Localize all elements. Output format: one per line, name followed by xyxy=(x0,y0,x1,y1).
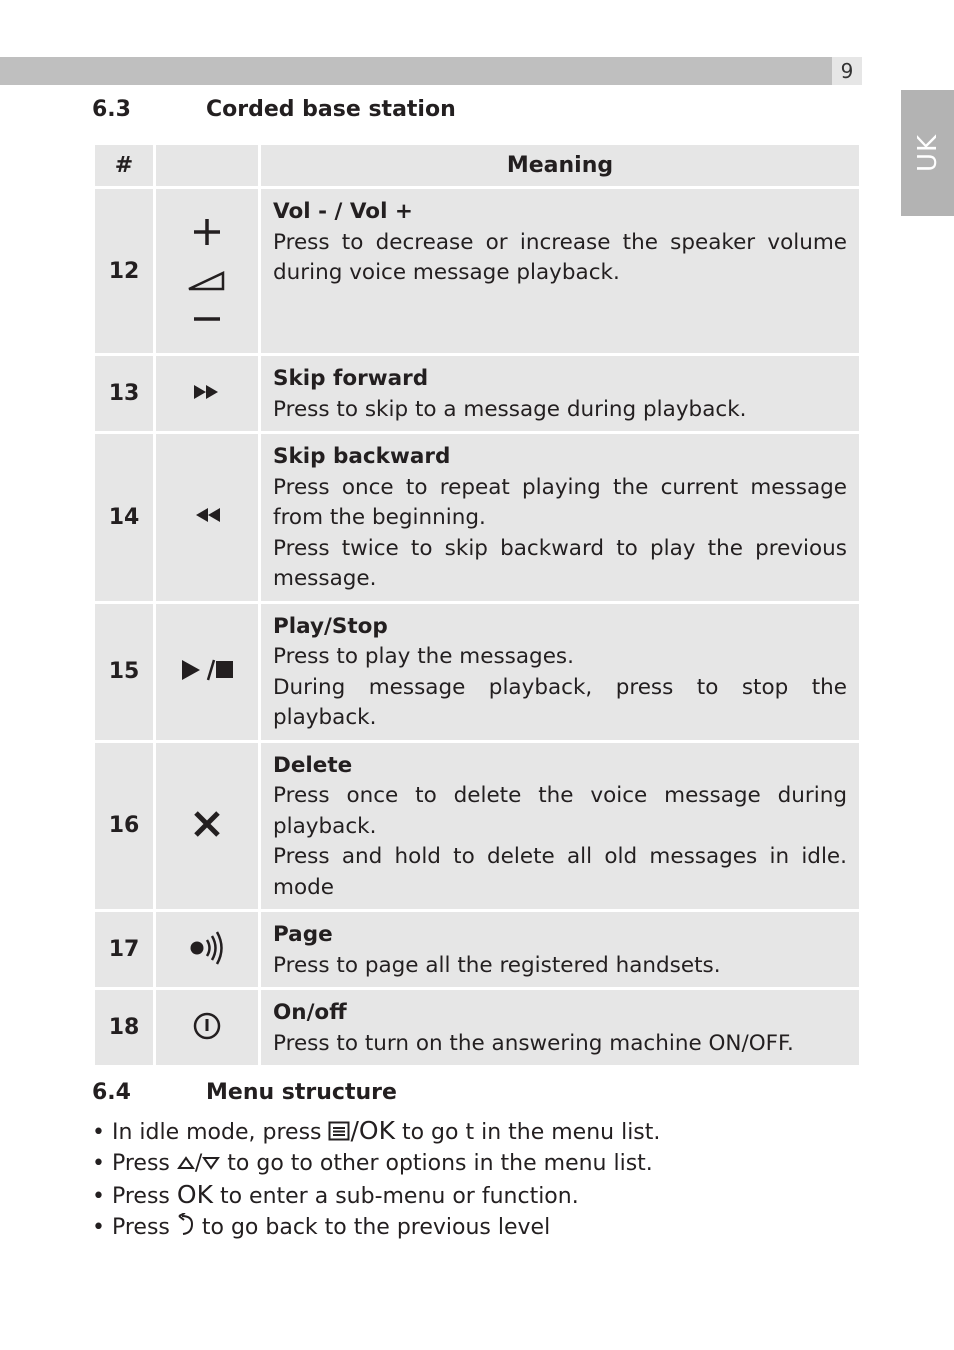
bullet-text: Press xyxy=(111,1151,177,1176)
volume-ramp-icon xyxy=(187,269,227,291)
row-text: Press once to repeat playing the current message from the beginning. xyxy=(273,474,847,530)
section-heading-6-4 xyxy=(92,1080,397,1105)
table-row xyxy=(95,990,859,1065)
power-icon xyxy=(156,990,258,1065)
bullet-text: Press xyxy=(111,1184,177,1209)
ok-key-label: /OK xyxy=(350,1116,395,1145)
play-stop-icon xyxy=(156,604,258,740)
minus-icon xyxy=(192,313,222,325)
row-meaning xyxy=(261,912,859,987)
bullet-text: Press xyxy=(111,1215,177,1240)
row-text: Press and hold to delete all old messages in idle. mode xyxy=(273,844,847,900)
list-item xyxy=(92,1179,660,1212)
row-title: Vol - / Vol + xyxy=(273,199,413,224)
bullet-text: to go back to the previous level xyxy=(194,1215,551,1240)
row-title: Delete xyxy=(273,752,353,778)
header-bar xyxy=(0,57,832,85)
row-title: Skip backward xyxy=(273,444,451,469)
header-meaning: Meaning xyxy=(261,145,859,186)
table-header-row xyxy=(95,145,859,186)
row-number: 18 xyxy=(95,990,153,1065)
row-number: 13 xyxy=(95,356,153,431)
list-item xyxy=(92,1115,660,1148)
section-number: 6.4 xyxy=(92,1080,131,1105)
up-arrow-icon xyxy=(177,1156,195,1170)
row-text: Press to page all the registered handsets. xyxy=(273,952,721,978)
row-text: Press twice to skip backward to play the previous message. xyxy=(273,535,847,591)
row-text: Press once to delete the voice message during playback. xyxy=(273,783,847,839)
header-number: # xyxy=(95,145,153,186)
table-row xyxy=(95,356,859,431)
table-row xyxy=(95,604,859,740)
row-title: Page xyxy=(273,922,333,947)
language-tab xyxy=(901,90,954,216)
row-number: 14 xyxy=(95,434,153,601)
row-text: Press to turn on the answering machine ON/OFF. xyxy=(273,1030,794,1056)
volume-icon xyxy=(156,189,258,353)
list-item xyxy=(92,1212,660,1243)
menu-bullet-list xyxy=(92,1115,660,1243)
section-title: Corded base station xyxy=(206,97,456,122)
language-tab-label: UK xyxy=(912,133,943,173)
row-text: Press to decrease or increase the speaker volume during voice message playback. xyxy=(273,229,847,285)
row-title: Play/Stop xyxy=(273,613,388,639)
ok-key-label: OK xyxy=(176,1180,213,1209)
section-number: 6.3 xyxy=(92,97,131,122)
page-icon xyxy=(156,912,258,987)
bullet-text: In idle mode, press xyxy=(111,1120,329,1145)
row-number: 15 xyxy=(95,604,153,740)
table-row xyxy=(95,743,859,910)
list-item xyxy=(92,1148,660,1179)
down-arrow-icon xyxy=(202,1156,220,1170)
row-meaning xyxy=(261,434,859,601)
skip-backward-icon xyxy=(156,434,258,601)
row-text: During message playback, press to stop the playback. xyxy=(273,674,847,730)
row-meaning xyxy=(261,189,859,353)
delete-x-icon xyxy=(156,743,258,910)
row-title: On/off xyxy=(273,1000,347,1025)
row-number: 12 xyxy=(95,189,153,353)
row-text: Press to skip to a message during playback. xyxy=(273,396,747,422)
page-number: 9 xyxy=(832,57,862,85)
button-table xyxy=(92,142,862,1068)
row-text: Press to play the messages. xyxy=(273,644,574,669)
bullet-text: to enter a sub-menu or function. xyxy=(212,1184,579,1209)
row-meaning xyxy=(261,743,859,910)
section-heading-6-3 xyxy=(92,97,456,122)
row-number: 17 xyxy=(95,912,153,987)
bullet-text: to go to other options in the menu list. xyxy=(220,1151,653,1176)
header-icon xyxy=(156,145,258,186)
row-meaning xyxy=(261,356,859,431)
plus-icon xyxy=(192,217,222,247)
skip-forward-icon xyxy=(156,356,258,431)
row-number: 16 xyxy=(95,743,153,910)
row-title: Skip forward xyxy=(273,366,429,391)
row-meaning xyxy=(261,990,859,1065)
back-icon xyxy=(177,1213,195,1237)
section-title: Menu structure xyxy=(206,1080,397,1105)
table-row xyxy=(95,434,859,601)
bullet-separator: / xyxy=(194,1151,203,1176)
bullet-text: to go t in the menu list. xyxy=(394,1120,661,1145)
table-row xyxy=(95,912,859,987)
table-row xyxy=(95,189,859,353)
row-meaning xyxy=(261,604,859,740)
menu-icon xyxy=(328,1121,350,1141)
